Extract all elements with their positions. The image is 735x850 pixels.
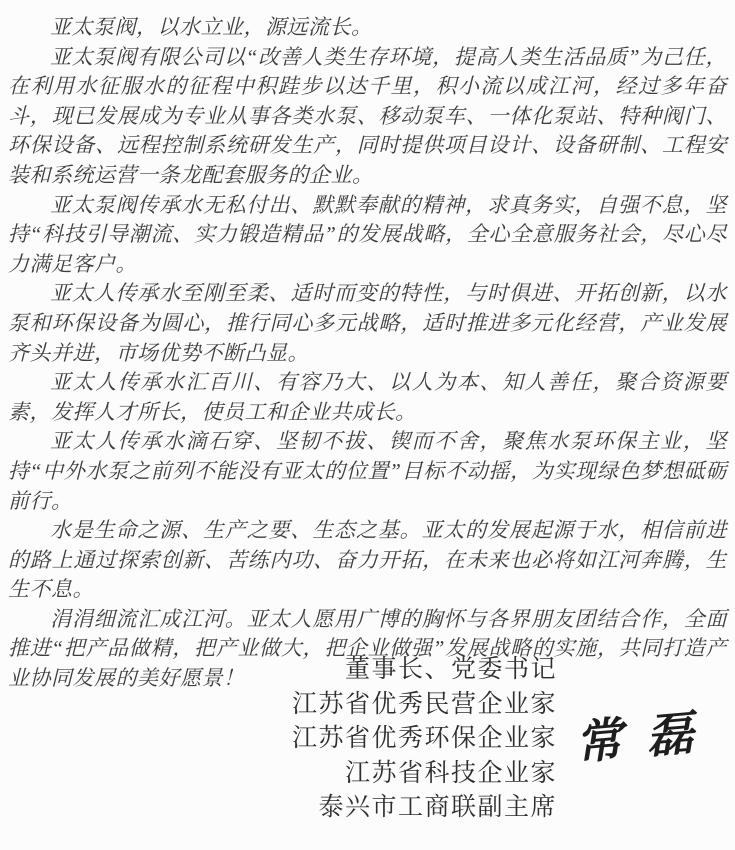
paragraph: 水是生命之源、生产之要、生态之基。亚太的发展起源于水，相信前进的路上通过探索创新、苦练内功、奋力开拓，在未来也必将如江河奔腾，生生不息。 — [8, 518, 727, 602]
paragraph: 亚太泵阀传承水无私付出、默默奉献的精神，求真务实，自强不息，坚持“科技引导潮流、实力锻造精品”的发展战略，全心全意服务社会，尽心尽力满足客户。 — [8, 192, 727, 276]
title-line-chairman: 董事长、党委书记 — [344, 655, 557, 683]
paragraph: 亚太泵阀有限公司以“改善人类生存环境，提高人类生活品质”为己任，在利用水征服水的征程中积跬步以达千里，积小流以成江河，经过多年奋斗，现已发展成为专业从事各类水泵、移动泵车、一体化泵站、特种阀门、环保设备、远程控制系统研发生产，同时提供项目设计、设备研制、工程安装和系统运营一条龙配套服务的企业。 — [8, 44, 727, 187]
signature-title-block — [292, 652, 557, 825]
title-line-private-entrepreneur: 江苏省优秀民营企业家 — [291, 689, 557, 718]
paragraph: 亚太人传承水至刚至柔、适时而变的特性，与时俱进、开拓创新，以水泵和环保设备为圆心，推行同心多元战略，适时推进多元化经营，产业发展齐头并进，市场优势不断凸显。 — [8, 281, 727, 365]
paragraph: 亚太泵阀，以水立业，源远流长。 — [50, 15, 373, 39]
title-line-federation-vice-chairman: 泰兴市工商联副主席 — [318, 793, 557, 821]
letter-body — [8, 13, 727, 694]
handwritten-signature: 常磊 — [573, 703, 720, 772]
paragraph: 涓涓细流汇成江河。亚太人愿用广博的胸怀与各界朋友团结合作，全面推进“把产品做精，把产业做大，把企业做强”发展战略的实施，共同打造产业协同发展的美好愿景！ — [8, 606, 727, 691]
paragraph: 亚太人传承水汇百川、有容乃大、以人为本、知人善任，聚合资源要素，发挥人才所长，使员工和企业共成长。 — [8, 370, 727, 424]
title-line-tech-entrepreneur: 江苏省科技企业家 — [344, 758, 557, 787]
paragraph: 亚太人传承水滴石穿、坚韧不拔、锲而不舍，聚焦水泵环保主业，坚持“中外水泵之前列不能没有亚太的位置”目标不动摇，为实现绿色梦想砥砺前行。 — [8, 429, 727, 513]
title-line-environmental-entrepreneur: 江苏省优秀环保企业家 — [291, 724, 557, 752]
